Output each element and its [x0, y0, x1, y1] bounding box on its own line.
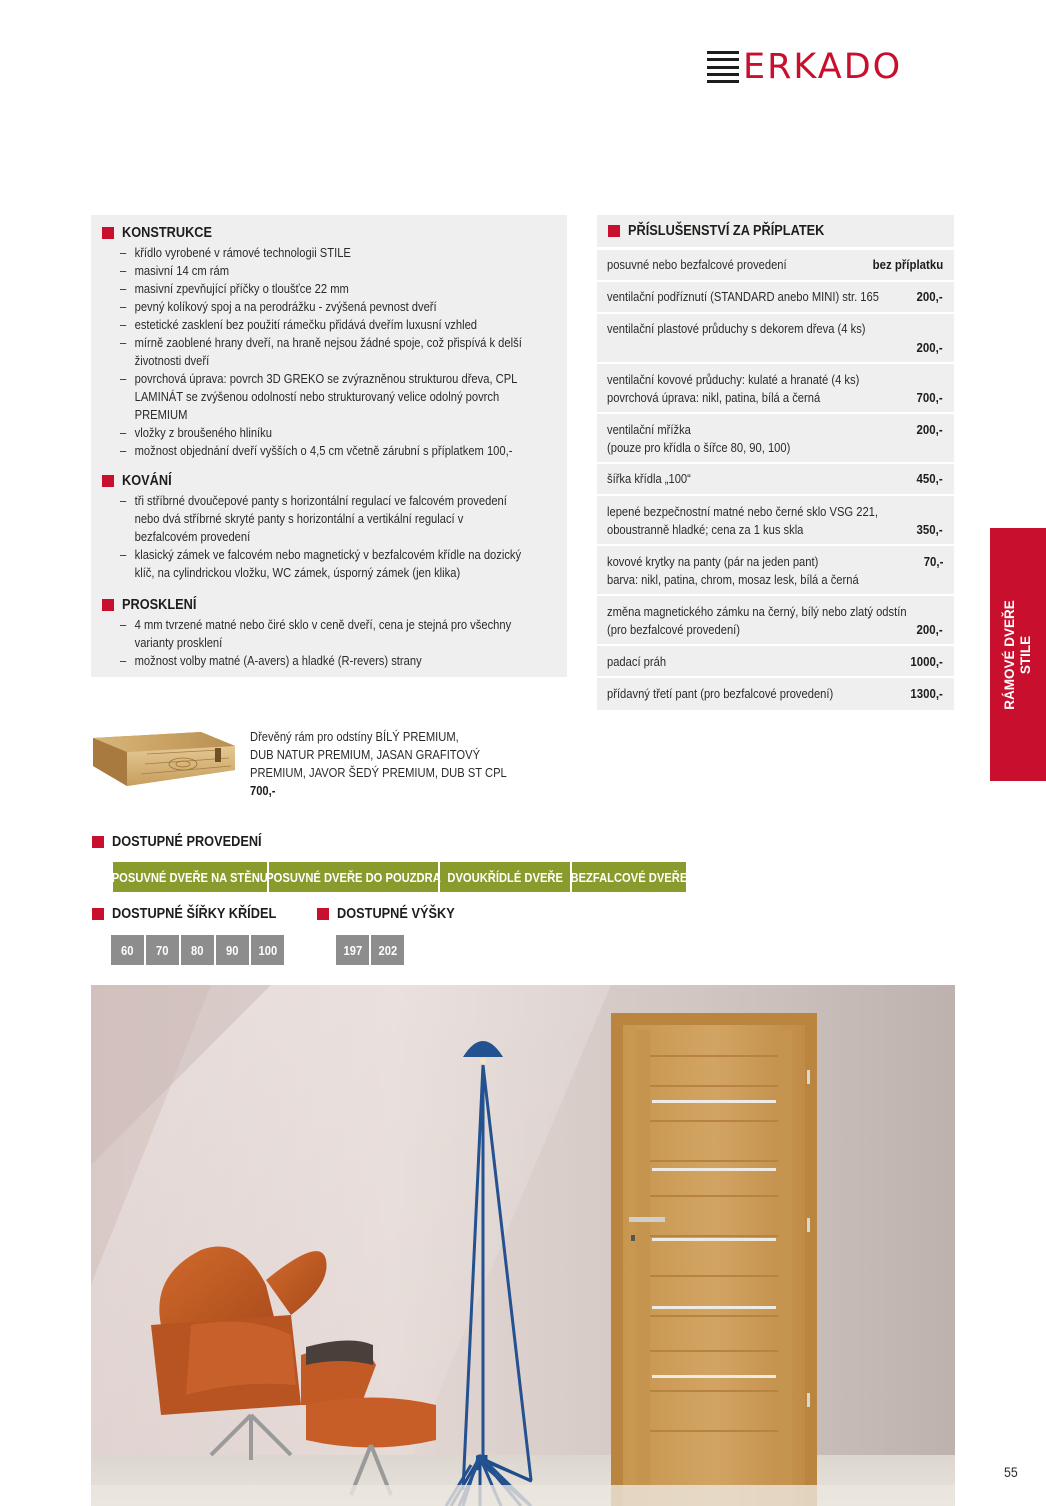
page-number: 55 [1004, 1464, 1018, 1480]
glazing-list [91, 616, 567, 670]
width-value: 100 [251, 935, 284, 965]
list-item-continuation: bezfalcovém provedení [134, 529, 251, 544]
bullet-square-icon [317, 908, 329, 920]
accessories-title: PŘÍSLUŠENSTVÍ ZA PŘÍPLATEK [628, 223, 825, 239]
hardware-list [91, 492, 567, 582]
accessories-header [597, 215, 954, 247]
accessory-label: posuvné nebo bezfalcové provedení [607, 257, 787, 272]
accessory-row [597, 678, 954, 710]
height-value: 197 [336, 935, 369, 965]
list-item: – vložky z broušeného hliníku [120, 424, 557, 442]
accessory-label: (pouze pro křídla o šířce 80, 90, 100) [607, 440, 791, 455]
accessory-label: ventilační podříznutí (STANDARD anebo MINI) str. 165 [607, 289, 879, 304]
list-item: – pevný kolíkový spoj a na perodrážku - zvýšená pevnost dveří [120, 298, 557, 316]
available-designs-tags [113, 862, 686, 892]
list-item: – klasický zámek ve falcovém nebo magnetický v bezfalcovém křídle na dozický [120, 546, 557, 564]
bullet-square-icon [92, 908, 104, 920]
available-heights-title: DOSTUPNÉ VÝŠKY [337, 906, 455, 922]
accessory-label: šířka křídla „100“ [607, 471, 691, 486]
frame-line: PREMIUM, JAVOR ŠEDÝ PREMIUM, DUB ST CPL [250, 765, 507, 780]
accessory-label: ventilační mřížka [607, 422, 691, 437]
accessory-price: 1000,- [910, 654, 943, 669]
list-item-continuation: PREMIUM [134, 407, 188, 422]
width-value: 80 [181, 935, 214, 965]
wood-frame-cross-section-image [91, 730, 237, 790]
accessory-row [597, 646, 954, 676]
list-item-continuation: nebo dvá stříbrné skryté panty s horizontální a vertikální regulací v [134, 511, 464, 526]
list-item: – masivní zpevňující příčky o tloušťce 22 mm [120, 280, 557, 298]
frame-line: DUB NATUR PREMIUM, JASAN GRAFITOVÝ [250, 747, 481, 762]
category-side-tab [990, 528, 1046, 781]
hardware-title: KOVÁNÍ [122, 473, 172, 489]
construction-list [91, 244, 567, 460]
accessory-row [597, 546, 954, 594]
accessory-row [597, 364, 954, 412]
list-item: – estetické zasklení bez použití rámečku přidává dveřím luxusní vzhled [120, 316, 557, 334]
bullet-square-icon [92, 836, 104, 848]
bullet-square-icon [608, 225, 620, 237]
list-item: – 4 mm tvrzené matné nebo čiré sklo v ceně dveří, cena je stejná pro všechny [120, 616, 557, 634]
accessory-label: ventilační plastové průduchy s dekorem dřeva (4 ks) [607, 321, 866, 336]
available-widths-list [111, 935, 284, 965]
accessory-price: bez příplatku [872, 257, 943, 272]
list-item: – tři stříbrné dvoučepové panty s horizontální regulací ve falcovém provedení [120, 492, 557, 510]
list-item: – křídlo vyrobené v rámové technologii STILE [120, 244, 557, 262]
construction-title: KONSTRUKCE [122, 225, 213, 241]
erkado-logo [707, 47, 903, 87]
height-value: 202 [371, 935, 404, 965]
interior-door-photo [91, 985, 955, 1506]
list-item-continuation: životnosti dveří [134, 353, 210, 368]
accessory-price: 350,- [916, 522, 943, 537]
logo-text: ERKADO [743, 47, 903, 87]
accessory-label: ventilační kovové průduchy: kulaté a hranaté (4 ks) [607, 372, 860, 387]
frame-price: 700,- [250, 783, 276, 798]
logo-bars-icon [707, 51, 739, 83]
accessories-table [597, 215, 954, 701]
accessory-label: přídavný třetí pant (pro bezfalcové provedení) [607, 686, 834, 701]
accessory-price: 200,- [916, 422, 943, 437]
product-info-panel [91, 215, 567, 677]
bullet-square-icon [102, 599, 114, 611]
accessory-row [597, 464, 954, 494]
accessory-row [597, 596, 954, 644]
list-item: – možnost volby matné (A-avers) a hladké (R-revers) strany [120, 652, 557, 670]
width-value: 90 [216, 935, 249, 965]
accessory-row [597, 414, 954, 462]
list-item-continuation: klíč, na cylindrickou vložku, WC zámek, úsporný zámek (jen klika) [134, 565, 461, 580]
bullet-square-icon [102, 475, 114, 487]
accessory-price: 200,- [916, 340, 943, 355]
accessory-price: 1300,- [910, 686, 943, 701]
accessory-label: povrchová úprava: nikl, patina, bílá a černá [607, 390, 821, 405]
glazing-title: PROSKLENÍ [122, 597, 197, 613]
list-item: – povrchová úprava: povrch 3D GREKO se zvýrazněnou strukturou dřeva, CPL [120, 370, 557, 388]
width-value: 60 [111, 935, 144, 965]
available-heights-list [336, 935, 404, 965]
bullet-square-icon [102, 227, 114, 239]
accessory-price: 200,- [916, 289, 943, 304]
side-tab-line1: RÁMOVÉ DVEŘE [1002, 599, 1017, 710]
construction-section [91, 222, 567, 460]
accessory-label: oboustranně hladké; cena za 1 kus skla [607, 522, 804, 537]
frame-description [250, 728, 507, 800]
available-widths-header [92, 903, 299, 925]
accessory-price: 200,- [916, 622, 943, 637]
available-designs-title: DOSTUPNÉ PROVEDENÍ [112, 834, 262, 850]
accessory-label: (pro bezfalcové provedení) [607, 622, 741, 637]
side-tab-line2: STILE [1018, 635, 1033, 674]
hardware-section [91, 470, 567, 582]
available-heights-header [317, 903, 471, 925]
available-designs-header [92, 831, 282, 853]
accessory-price: 70,- [923, 554, 943, 569]
list-item-continuation: LAMINÁT se zvýšenou odolností nebo strukturovaný velice odolný povrch [134, 389, 500, 404]
design-tag: POSUVNÉ DVEŘE DO POUZDRA [269, 862, 438, 892]
frame-line: Dřevěný rám pro odstíny BÍLÝ PREMIUM, [250, 729, 459, 744]
list-item-continuation: varianty prosklení [134, 635, 223, 650]
accessory-row [597, 250, 954, 280]
list-item: – mírně zaoblené hrany dveří, na hraně nejsou žádné spoje, což přispívá k delší [120, 334, 557, 352]
design-tag: BEZFALCOVÉ DVEŘE [572, 862, 686, 892]
accessory-row [597, 314, 954, 362]
accessory-label: barva: nikl, patina, chrom, mosaz lesk, bílá a černá [607, 572, 859, 587]
glazing-section [91, 594, 567, 670]
list-item: – možnost objednání dveří vyšších o 4,5 cm včetně zárubní s příplatkem 100,- [120, 442, 557, 460]
accessory-row [597, 282, 954, 312]
accessory-label: lepené bezpečnostní matné nebo černé sklo VSG 221, [607, 504, 878, 519]
accessory-price: 700,- [916, 390, 943, 405]
width-value: 70 [146, 935, 179, 965]
available-widths-title: DOSTUPNÉ ŠÍŘKY KŘÍDEL [112, 906, 277, 922]
list-item: – masivní 14 cm rám [120, 262, 557, 280]
design-tag: POSUVNÉ DVEŘE NA STĚNU [113, 862, 267, 892]
accessory-price: 450,- [916, 471, 943, 486]
accessory-label: změna magnetického zámku na černý, bílý nebo zlatý odstín [607, 604, 907, 619]
accessory-label: kovové krytky na panty (pár na jeden pant) [607, 554, 819, 569]
accessory-label: padací práh [607, 654, 667, 669]
design-tag: DVOUKŘÍDLÉ DVEŘE [440, 862, 570, 892]
accessory-row [597, 496, 954, 544]
